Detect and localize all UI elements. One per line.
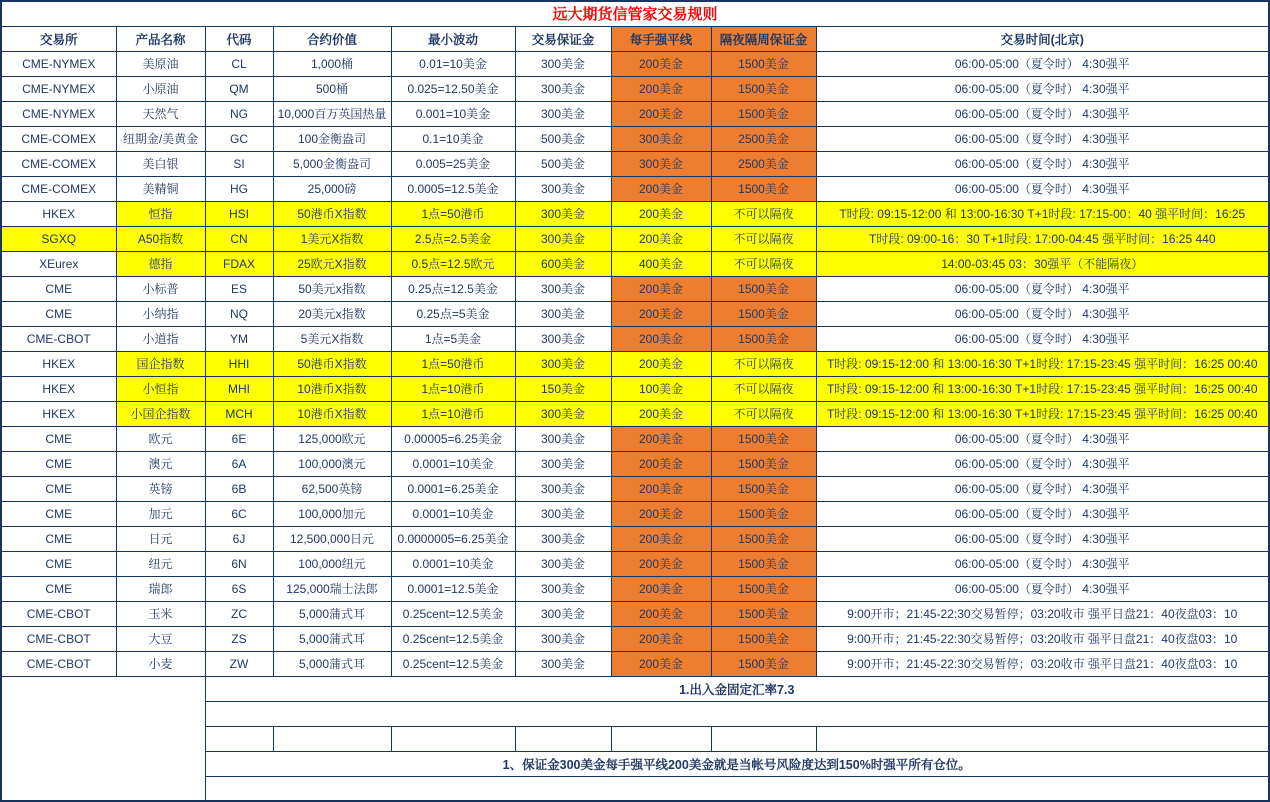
cell-force-close-line: 200美金 <box>611 426 711 451</box>
cell-force-close-line: 200美金 <box>611 226 711 251</box>
cell-overnight-margin: 1500美金 <box>711 301 816 326</box>
cell-product-name: 纽期金/美黄金 <box>116 126 205 151</box>
cell-contract-value: 100,000加元 <box>273 501 391 526</box>
cell-force-close-line: 200美金 <box>611 526 711 551</box>
cell-force-close-line: 300美金 <box>611 151 711 176</box>
cell-exchange: CME-CBOT <box>1 651 116 676</box>
table-row <box>1 126 1269 151</box>
cell-force-close-line: 200美金 <box>611 451 711 476</box>
table-row <box>1 376 1269 401</box>
column-header-trading-hours: 交易时间(北京) <box>816 26 1269 51</box>
cell-exchange: CME <box>1 426 116 451</box>
cell-product-name: 小标普 <box>116 276 205 301</box>
cell-force-close-line: 300美金 <box>611 126 711 151</box>
cell-min-tick: 0.25点=5美金 <box>391 301 515 326</box>
cell-trade-margin: 300美金 <box>515 601 611 626</box>
cell-product-name: 美精铜 <box>116 176 205 201</box>
cell-code: ZW <box>205 651 273 676</box>
cell-product-name: 小纳指 <box>116 301 205 326</box>
cell-exchange: HKEX <box>1 376 116 401</box>
cell-trading-hours: T时段: 09:15-12:00 和 13:00-16:30 T+1时段: 17:15-23:45 强平时间：16:25 00:40 <box>816 351 1269 376</box>
cell-code: SI <box>205 151 273 176</box>
cell-product-name: 玉米 <box>116 601 205 626</box>
cell-code: FDAX <box>205 251 273 276</box>
cell-trading-hours: 06:00-05:00（夏令时） 4:30强平 <box>816 176 1269 201</box>
cell-force-close-line: 200美金 <box>611 176 711 201</box>
cell-code: 6N <box>205 551 273 576</box>
cell-force-close-line: 200美金 <box>611 201 711 226</box>
footer-left-merged-cell <box>1 676 205 801</box>
cell-trading-hours: 06:00-05:00（夏令时） 4:30强平 <box>816 576 1269 601</box>
cell-contract-value: 5,000蒲式耳 <box>273 626 391 651</box>
cell-contract-value: 100金衡盎司 <box>273 126 391 151</box>
cell-force-close-line: 200美金 <box>611 51 711 76</box>
cell-product-name: 小原油 <box>116 76 205 101</box>
cell-product-name: 日元 <box>116 526 205 551</box>
cell-contract-value: 500桶 <box>273 76 391 101</box>
table-row <box>1 426 1269 451</box>
cell-contract-value: 5,000金衡盎司 <box>273 151 391 176</box>
cell-trade-margin: 300美金 <box>515 576 611 601</box>
cell-exchange: CME-COMEX <box>1 151 116 176</box>
cell-force-close-line: 200美金 <box>611 476 711 501</box>
cell-trade-margin: 300美金 <box>515 551 611 576</box>
footer-row-exchange-rate <box>1 676 1269 701</box>
cell-overnight-margin: 1500美金 <box>711 551 816 576</box>
cell-force-close-line: 200美金 <box>611 101 711 126</box>
table-row <box>1 226 1269 251</box>
cell-min-tick: 0.00005=6.25美金 <box>391 426 515 451</box>
cell-trading-hours: 06:00-05:00（夏令时） 4:30强平 <box>816 101 1269 126</box>
footer-grid-cell <box>391 726 515 751</box>
table-row <box>1 476 1269 501</box>
cell-overnight-margin: 2500美金 <box>711 126 816 151</box>
cell-trade-margin: 500美金 <box>515 126 611 151</box>
table-row <box>1 501 1269 526</box>
cell-trade-margin: 300美金 <box>515 401 611 426</box>
cell-product-name: 纽元 <box>116 551 205 576</box>
column-header-product-name: 产品名称 <box>116 26 205 51</box>
cell-overnight-margin: 不可以隔夜 <box>711 201 816 226</box>
column-header-code: 代码 <box>205 26 273 51</box>
cell-trading-hours: T时段: 09:15-12:00 和 13:00-16:30 T+1时段: 17:15-23:45 强平时间：16:25 00:40 <box>816 401 1269 426</box>
cell-min-tick: 0.005=25美金 <box>391 151 515 176</box>
cell-trading-hours: 06:00-05:00（夏令时） 4:30强平 <box>816 76 1269 101</box>
cell-min-tick: 0.01=10美金 <box>391 51 515 76</box>
cell-contract-value: 5,000蒲式耳 <box>273 601 391 626</box>
cell-force-close-line: 200美金 <box>611 301 711 326</box>
cell-exchange: SGXQ <box>1 226 116 251</box>
cell-trade-margin: 150美金 <box>515 376 611 401</box>
cell-trading-hours: 9:00开市；21:45-22:30交易暂停；03:20收市 强平日盘21：40夜盘03：10 <box>816 651 1269 676</box>
column-header-contract-value: 合约价值 <box>273 26 391 51</box>
cell-min-tick: 1点=50港币 <box>391 351 515 376</box>
cell-product-name: 天然气 <box>116 101 205 126</box>
table-row <box>1 551 1269 576</box>
cell-exchange: HKEX <box>1 401 116 426</box>
cell-code: CL <box>205 51 273 76</box>
cell-code: HSI <box>205 201 273 226</box>
cell-overnight-margin: 不可以隔夜 <box>711 226 816 251</box>
cell-contract-value: 125,000瑞士法郎 <box>273 576 391 601</box>
cell-overnight-margin: 1500美金 <box>711 276 816 301</box>
cell-exchange: CME <box>1 451 116 476</box>
cell-min-tick: 2.5点=2.5美金 <box>391 226 515 251</box>
cell-min-tick: 0.0001=10美金 <box>391 451 515 476</box>
cell-contract-value: 25欧元X指数 <box>273 251 391 276</box>
footer-grid-cell-wide <box>816 726 1269 751</box>
cell-code: MCH <box>205 401 273 426</box>
footer-grid-cell <box>611 726 711 751</box>
cell-trading-hours: 06:00-05:00（夏令时） 4:30强平 <box>816 276 1269 301</box>
cell-code: ZS <box>205 626 273 651</box>
table-row <box>1 576 1269 601</box>
table-row <box>1 651 1269 676</box>
cell-exchange: CME-COMEX <box>1 126 116 151</box>
cell-force-close-line: 200美金 <box>611 351 711 376</box>
cell-exchange: HKEX <box>1 351 116 376</box>
header-row <box>1 26 1269 51</box>
cell-min-tick: 0.0001=10美金 <box>391 501 515 526</box>
cell-trading-hours: 06:00-05:00（夏令时） 4:30强平 <box>816 501 1269 526</box>
cell-exchange: CME-NYMEX <box>1 76 116 101</box>
cell-force-close-line: 400美金 <box>611 251 711 276</box>
cell-code: MHI <box>205 376 273 401</box>
cell-product-name: 美原油 <box>116 51 205 76</box>
title-row <box>1 1 1269 26</box>
cell-code: HG <box>205 176 273 201</box>
cell-min-tick: 1点=10港币 <box>391 376 515 401</box>
cell-exchange: CME <box>1 576 116 601</box>
cell-exchange: CME-CBOT <box>1 326 116 351</box>
cell-code: 6C <box>205 501 273 526</box>
cell-exchange: CME-COMEX <box>1 176 116 201</box>
column-header-overnight-margin: 隔夜隔周保证金 <box>711 26 816 51</box>
footer-note-risk: 1、保证金300美金每手强平线200美金就是当帐号风险度达到150%时强平所有仓位。 <box>205 751 1269 776</box>
footer-grid-cell <box>205 726 273 751</box>
cell-force-close-line: 200美金 <box>611 501 711 526</box>
cell-exchange: HKEX <box>1 201 116 226</box>
cell-exchange: CME <box>1 551 116 576</box>
cell-contract-value: 50港币X指数 <box>273 201 391 226</box>
cell-min-tick: 0.5点=12.5欧元 <box>391 251 515 276</box>
cell-trade-margin: 300美金 <box>515 451 611 476</box>
page-title: 远大期货信管家交易规则 <box>1 1 1269 26</box>
cell-trade-margin: 300美金 <box>515 426 611 451</box>
cell-min-tick: 0.0001=12.5美金 <box>391 576 515 601</box>
cell-product-name: 国企指数 <box>116 351 205 376</box>
table-row <box>1 351 1269 376</box>
cell-exchange: XEurex <box>1 251 116 276</box>
cell-overnight-margin: 1500美金 <box>711 101 816 126</box>
cell-overnight-margin: 不可以隔夜 <box>711 251 816 276</box>
cell-min-tick: 0.25点=12.5美金 <box>391 276 515 301</box>
cell-exchange: CME-CBOT <box>1 601 116 626</box>
cell-trade-margin: 300美金 <box>515 526 611 551</box>
cell-trade-margin: 300美金 <box>515 626 611 651</box>
cell-overnight-margin: 不可以隔夜 <box>711 401 816 426</box>
cell-code: CN <box>205 226 273 251</box>
cell-overnight-margin: 1500美金 <box>711 426 816 451</box>
footer-empty-cell-1 <box>205 701 1269 726</box>
cell-product-name: 小国企指数 <box>116 401 205 426</box>
cell-contract-value: 5美元X指数 <box>273 326 391 351</box>
cell-exchange: CME-NYMEX <box>1 101 116 126</box>
cell-trading-hours: T时段: 09:15-12:00 和 13:00-16:30 T+1时段: 17:15-23:45 强平时间：16:25 00:40 <box>816 376 1269 401</box>
cell-trading-hours: 9:00开市；21:45-22:30交易暂停；03:20收市 强平日盘21：40夜盘03：10 <box>816 626 1269 651</box>
column-header-force-close-line: 每手强平线 <box>611 26 711 51</box>
cell-contract-value: 12,500,000日元 <box>273 526 391 551</box>
cell-exchange: CME <box>1 501 116 526</box>
cell-trading-hours: 14:00-03:45 03：30强平（不能隔夜） <box>816 251 1269 276</box>
cell-trading-hours: T时段: 09:15-12:00 和 13:00-16:30 T+1时段: 17:15-00：40 强平时间：16:25 <box>816 201 1269 226</box>
cell-contract-value: 50港币X指数 <box>273 351 391 376</box>
cell-product-name: 英镑 <box>116 476 205 501</box>
cell-exchange: CME <box>1 476 116 501</box>
cell-trade-margin: 300美金 <box>515 351 611 376</box>
table-row <box>1 601 1269 626</box>
column-header-trade-margin: 交易保证金 <box>515 26 611 51</box>
cell-contract-value: 5,000蒲式耳 <box>273 651 391 676</box>
cell-min-tick: 0.25cent=12.5美金 <box>391 651 515 676</box>
cell-force-close-line: 200美金 <box>611 551 711 576</box>
cell-force-close-line: 200美金 <box>611 276 711 301</box>
footer-grid-cell <box>273 726 391 751</box>
cell-contract-value: 10,000百万英国热量 <box>273 101 391 126</box>
cell-overnight-margin: 1500美金 <box>711 326 816 351</box>
cell-trade-margin: 600美金 <box>515 251 611 276</box>
table-row <box>1 626 1269 651</box>
cell-exchange: CME-NYMEX <box>1 51 116 76</box>
cell-product-name: 小道指 <box>116 326 205 351</box>
cell-code: 6S <box>205 576 273 601</box>
cell-trade-margin: 300美金 <box>515 326 611 351</box>
cell-product-name: 德指 <box>116 251 205 276</box>
cell-min-tick: 0.1=10美金 <box>391 126 515 151</box>
cell-overnight-margin: 1500美金 <box>711 626 816 651</box>
cell-trade-margin: 300美金 <box>515 201 611 226</box>
cell-trade-margin: 300美金 <box>515 101 611 126</box>
footer-note-exchange-rate: 1.出入金固定汇率7.3 <box>205 676 1269 701</box>
cell-min-tick: 1点=10港币 <box>391 401 515 426</box>
cell-trade-margin: 300美金 <box>515 476 611 501</box>
cell-product-name: 恒指 <box>116 201 205 226</box>
cell-product-name: 瑞郎 <box>116 576 205 601</box>
cell-product-name: A50指数 <box>116 226 205 251</box>
column-header-exchange: 交易所 <box>1 26 116 51</box>
cell-contract-value: 100,000纽元 <box>273 551 391 576</box>
table-row <box>1 526 1269 551</box>
cell-min-tick: 0.001=10美金 <box>391 101 515 126</box>
cell-product-name: 加元 <box>116 501 205 526</box>
cell-force-close-line: 200美金 <box>611 651 711 676</box>
cell-overnight-margin: 1500美金 <box>711 601 816 626</box>
cell-code: ES <box>205 276 273 301</box>
cell-overnight-margin: 1500美金 <box>711 476 816 501</box>
cell-product-name: 小麦 <box>116 651 205 676</box>
cell-product-name: 美白银 <box>116 151 205 176</box>
cell-overnight-margin: 1500美金 <box>711 76 816 101</box>
cell-contract-value: 125,000欧元 <box>273 426 391 451</box>
cell-contract-value: 25,000磅 <box>273 176 391 201</box>
footer-empty-cell-2 <box>205 776 1269 801</box>
cell-code: 6B <box>205 476 273 501</box>
cell-overnight-margin: 1500美金 <box>711 526 816 551</box>
cell-code: YM <box>205 326 273 351</box>
cell-overnight-margin: 2500美金 <box>711 151 816 176</box>
cell-code: 6J <box>205 526 273 551</box>
cell-product-name: 大豆 <box>116 626 205 651</box>
cell-trading-hours: 06:00-05:00（夏令时） 4:30强平 <box>816 551 1269 576</box>
cell-trading-hours: 06:00-05:00（夏令时） 4:30强平 <box>816 451 1269 476</box>
cell-product-name: 澳元 <box>116 451 205 476</box>
cell-trading-hours: 06:00-05:00（夏令时） 4:30强平 <box>816 301 1269 326</box>
cell-overnight-margin: 不可以隔夜 <box>711 351 816 376</box>
cell-overnight-margin: 1500美金 <box>711 176 816 201</box>
cell-trade-margin: 300美金 <box>515 651 611 676</box>
cell-min-tick: 1点=50港币 <box>391 201 515 226</box>
cell-min-tick: 0.25cent=12.5美金 <box>391 626 515 651</box>
cell-exchange: CME-CBOT <box>1 626 116 651</box>
cell-trade-margin: 300美金 <box>515 276 611 301</box>
cell-min-tick: 0.0005=12.5美金 <box>391 176 515 201</box>
cell-trading-hours: 06:00-05:00（夏令时） 4:30强平 <box>816 426 1269 451</box>
table-row <box>1 326 1269 351</box>
cell-code: 6A <box>205 451 273 476</box>
cell-overnight-margin: 1500美金 <box>711 51 816 76</box>
cell-trading-hours: 06:00-05:00（夏令时） 4:30强平 <box>816 476 1269 501</box>
cell-code: 6E <box>205 426 273 451</box>
cell-contract-value: 20美元x指数 <box>273 301 391 326</box>
cell-trading-hours: 9:00开市；21:45-22:30交易暂停；03:20收市 强平日盘21：40夜盘03：10 <box>816 601 1269 626</box>
cell-product-name: 小恒指 <box>116 376 205 401</box>
cell-force-close-line: 200美金 <box>611 76 711 101</box>
footer-grid-cell <box>711 726 816 751</box>
cell-force-close-line: 200美金 <box>611 326 711 351</box>
cell-min-tick: 0.0001=6.25美金 <box>391 476 515 501</box>
table-row <box>1 401 1269 426</box>
cell-code: NG <box>205 101 273 126</box>
table-row <box>1 76 1269 101</box>
cell-contract-value: 50美元x指数 <box>273 276 391 301</box>
table-row <box>1 301 1269 326</box>
cell-contract-value: 1美元X指数 <box>273 226 391 251</box>
cell-trade-margin: 300美金 <box>515 51 611 76</box>
cell-force-close-line: 200美金 <box>611 576 711 601</box>
cell-contract-value: 10港币X指数 <box>273 401 391 426</box>
table-row <box>1 276 1269 301</box>
cell-product-name: 欧元 <box>116 426 205 451</box>
cell-exchange: CME <box>1 526 116 551</box>
table-row <box>1 51 1269 76</box>
table-row <box>1 101 1269 126</box>
cell-trade-margin: 300美金 <box>515 226 611 251</box>
cell-trade-margin: 300美金 <box>515 501 611 526</box>
cell-trading-hours: 06:00-05:00（夏令时） 4:30强平 <box>816 51 1269 76</box>
cell-force-close-line: 200美金 <box>611 401 711 426</box>
cell-overnight-margin: 不可以隔夜 <box>711 376 816 401</box>
cell-contract-value: 10港币X指数 <box>273 376 391 401</box>
cell-force-close-line: 100美金 <box>611 376 711 401</box>
cell-trading-hours: 06:00-05:00（夏令时） 4:30强平 <box>816 526 1269 551</box>
cell-exchange: CME <box>1 301 116 326</box>
cell-force-close-line: 200美金 <box>611 626 711 651</box>
cell-code: GC <box>205 126 273 151</box>
cell-trading-hours: 06:00-05:00（夏令时） 4:30强平 <box>816 126 1269 151</box>
footer-section <box>1 676 1269 801</box>
cell-contract-value: 100,000澳元 <box>273 451 391 476</box>
cell-min-tick: 1点=5美金 <box>391 326 515 351</box>
table-row <box>1 176 1269 201</box>
cell-trading-hours: 06:00-05:00（夏令时） 4:30强平 <box>816 326 1269 351</box>
cell-contract-value: 1,000桶 <box>273 51 391 76</box>
cell-force-close-line: 200美金 <box>611 601 711 626</box>
cell-overnight-margin: 1500美金 <box>711 576 816 601</box>
footer-grid-cell <box>515 726 611 751</box>
cell-trade-margin: 300美金 <box>515 176 611 201</box>
cell-overnight-margin: 1500美金 <box>711 451 816 476</box>
cell-trade-margin: 300美金 <box>515 301 611 326</box>
cell-code: HHI <box>205 351 273 376</box>
cell-min-tick: 0.0001=10美金 <box>391 551 515 576</box>
column-header-min-tick: 最小波动 <box>391 26 515 51</box>
table-row <box>1 201 1269 226</box>
cell-contract-value: 62,500英镑 <box>273 476 391 501</box>
cell-code: ZC <box>205 601 273 626</box>
cell-code: NQ <box>205 301 273 326</box>
cell-overnight-margin: 1500美金 <box>711 651 816 676</box>
cell-min-tick: 0.25cent=12.5美金 <box>391 601 515 626</box>
table-row <box>1 251 1269 276</box>
cell-exchange: CME <box>1 276 116 301</box>
cell-min-tick: 0.025=12.50美金 <box>391 76 515 101</box>
table-row <box>1 451 1269 476</box>
cell-trade-margin: 300美金 <box>515 76 611 101</box>
cell-min-tick: 0.0000005=6.25美金 <box>391 526 515 551</box>
cell-overnight-margin: 1500美金 <box>711 501 816 526</box>
table-row <box>1 151 1269 176</box>
cell-trading-hours: 06:00-05:00（夏令时） 4:30强平 <box>816 151 1269 176</box>
cell-trading-hours: T时段: 09:00-16：30 T+1时段: 17:00-04:45 强平时间：16:25 440 <box>816 226 1269 251</box>
cell-trade-margin: 500美金 <box>515 151 611 176</box>
cell-code: QM <box>205 76 273 101</box>
